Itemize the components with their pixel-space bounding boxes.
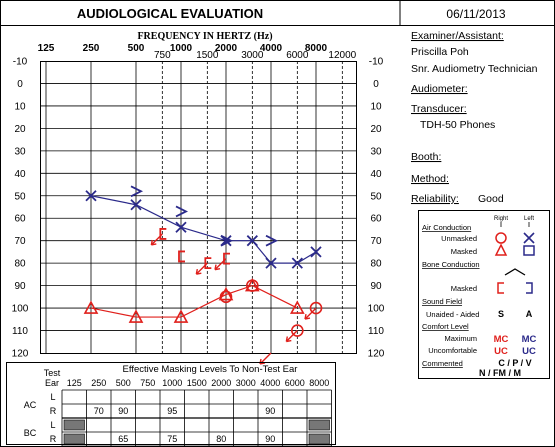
masking-cell-value: 90 [265, 406, 276, 416]
masking-cell-value: 95 [167, 406, 178, 416]
y-tick-label-right: 120 [367, 348, 385, 360]
legend-right-header: Right [493, 216, 509, 222]
legend-circle-icon [496, 233, 506, 243]
legend-unaided-aided: Unaided - Aided [426, 310, 480, 319]
y-tick-label-right: 90 [370, 281, 382, 293]
x-tick-label-interoctave: 6000 [286, 50, 309, 61]
masking-freq-header: 8000 [309, 378, 330, 388]
x-tick-label-interoctave: 1500 [196, 50, 219, 61]
legend-codes-line2: N / FM / M [479, 368, 521, 378]
legend-triangle-icon [496, 245, 506, 255]
legend-sf-s: S [497, 309, 505, 319]
masking-shaded-cell [309, 434, 330, 444]
masking-group-label: BC [23, 428, 37, 438]
y-tick-label-left: 60 [14, 213, 26, 225]
y-tick-label-left: 80 [14, 258, 26, 270]
series-marks [85, 186, 322, 364]
y-tick-label-left: 120 [11, 348, 29, 360]
legend-x-icon [524, 233, 534, 243]
x-tick-label-interoctave: 12000 [328, 50, 357, 61]
masking-freq-header: 3000 [235, 378, 256, 388]
y-tick-label-right: 20 [370, 123, 382, 135]
x-tick-label: 1000 [169, 43, 193, 54]
x-tick-label: 500 [127, 43, 145, 54]
x-tick-label: 125 [37, 43, 55, 54]
y-tick-label-left: 20 [14, 123, 26, 135]
y-tick-label-left: 30 [14, 146, 26, 158]
legend-caret-icon [505, 269, 525, 275]
legend-uncomfortable: Uncomfortable [428, 346, 477, 355]
transducer-value: TDH-50 Phones [420, 119, 496, 131]
y-tick-label-left: 90 [14, 281, 26, 293]
symbol-legend [419, 211, 550, 379]
legend-sound-field: Sound Field [422, 297, 463, 306]
series-line [91, 286, 297, 317]
x-tick-label: 8000 [304, 43, 328, 54]
bracket-marker [224, 254, 230, 264]
y-tick-label-right: 110 [368, 326, 384, 338]
legend-mc-left: MC [521, 334, 537, 345]
masking-freq-header: 500 [115, 378, 131, 388]
series-line [91, 196, 316, 263]
y-tick-label-left: 50 [14, 191, 26, 203]
legend-bracket-right-icon [498, 283, 504, 293]
masking-table-title: Effective Masking Levels To Non-Test Ear [122, 364, 298, 375]
masking-shaded-cell [64, 434, 85, 444]
masking-shaded-cell [309, 420, 330, 430]
y-tick-label-left: 10 [14, 101, 26, 113]
legend-bone-conduction: Bone Conduction [422, 260, 480, 269]
masking-freq-header: 1000 [162, 378, 183, 388]
masking-test-label: Test [43, 368, 61, 378]
legend-sf-a: A [525, 309, 533, 319]
legend-ac-unmasked: Unmasked [441, 234, 477, 243]
y-tick-label-right: -10 [368, 56, 384, 68]
y-tick-label-right: 10 [370, 101, 382, 113]
legend-air-conduction: Air Conduction [422, 223, 472, 232]
x-tick-label-interoctave: 750 [153, 50, 171, 61]
y-tick-label-right: 100 [367, 303, 385, 315]
masking-cell-value: 75 [167, 434, 178, 444]
masking-shaded-cell [64, 420, 85, 430]
y-tick-label-left: 40 [14, 168, 26, 180]
reliability-value: Good [478, 193, 504, 205]
masking-ear-label: Ear [44, 378, 60, 388]
report-date: 06/11/2013 [446, 7, 506, 21]
masking-group-label: AC [23, 400, 37, 410]
masking-freq-header: 4000 [260, 378, 281, 388]
plot-frame [41, 62, 357, 354]
y-tick-label-left: 110 [12, 326, 28, 338]
y-tick-label-left: 100 [11, 303, 29, 315]
chart-ticks [12, 43, 385, 360]
masking-cell-value: 70 [93, 406, 104, 416]
masking-ear-label: L [50, 392, 56, 402]
examiner-label: Examiner/Assistant: [411, 30, 504, 42]
y-tick-label-right: 80 [370, 258, 382, 270]
examiner-name: Priscilla Poh [411, 46, 469, 58]
frequency-axis-title: FREQUENCY IN HERTZ (Hz) [137, 31, 273, 42]
legend-ac-masked: Masked [450, 247, 477, 256]
legend-bracket-left-icon [526, 283, 532, 293]
series-lines [91, 196, 316, 317]
x-tick-label: 2000 [214, 43, 238, 54]
bracket-marker [179, 251, 185, 261]
masking-cell-value: 90 [265, 434, 276, 444]
masking-freq-header: 2000 [211, 378, 232, 388]
x-tick-label: 250 [82, 43, 100, 54]
info-panel [411, 30, 538, 205]
y-tick-label-right: 70 [370, 236, 382, 248]
x-tick-label: 4000 [259, 43, 283, 54]
legend-commented: Commented [422, 359, 463, 368]
legend-bc-masked: Masked [450, 284, 477, 293]
audiogram-chart [12, 31, 385, 364]
legend-uc-left: UC [522, 346, 536, 357]
bracket-marker [160, 229, 166, 239]
method-label: Method: [411, 173, 449, 185]
audiometer-label: Audiometer: [411, 83, 468, 95]
masking-freq-header: 1500 [186, 378, 207, 388]
masking-freq-header: 125 [66, 378, 82, 388]
y-tick-label-right: 50 [370, 191, 382, 203]
masking-table [7, 363, 336, 447]
y-tick-label-right: 40 [370, 168, 382, 180]
legend-codes-line1: C / P / V [498, 358, 532, 368]
y-tick-label-right: 0 [373, 78, 379, 90]
masking-cell-value: 65 [118, 434, 129, 444]
examiner-title: Snr. Audiometry Technician [411, 63, 538, 75]
x-tick-label-interoctave: 3000 [241, 50, 264, 61]
masking-freq-header: 750 [140, 378, 156, 388]
y-tick-label-right: 30 [370, 146, 382, 158]
masking-grid [24, 378, 332, 446]
legend-comfort-level: Comfort Level [422, 322, 469, 331]
page-title: AUDIOLOGICAL EVALUATION [76, 6, 264, 21]
masking-ear-label: R [49, 434, 57, 444]
legend-uc-right: UC [494, 346, 508, 357]
legend-left-header: Left [523, 216, 535, 222]
masking-cell-value: 80 [216, 434, 227, 444]
booth-label: Booth: [411, 151, 442, 163]
reliability-label: Reliability: [411, 193, 459, 205]
masking-cell-value: 90 [118, 406, 129, 416]
legend-mc-right: MC [493, 334, 509, 345]
masking-freq-header: 250 [91, 378, 107, 388]
masking-freq-header: 6000 [284, 378, 305, 388]
masking-ear-label: R [49, 406, 57, 416]
masking-ear-label: L [50, 420, 56, 430]
y-tick-label-left: -10 [12, 56, 28, 68]
y-tick-label-left: 0 [17, 78, 23, 90]
legend-square-icon [524, 246, 534, 255]
transducer-label: Transducer: [411, 103, 467, 115]
legend-maximum: Maximum [444, 334, 477, 343]
y-tick-label-left: 70 [14, 236, 26, 248]
y-tick-label-right: 60 [370, 213, 382, 225]
